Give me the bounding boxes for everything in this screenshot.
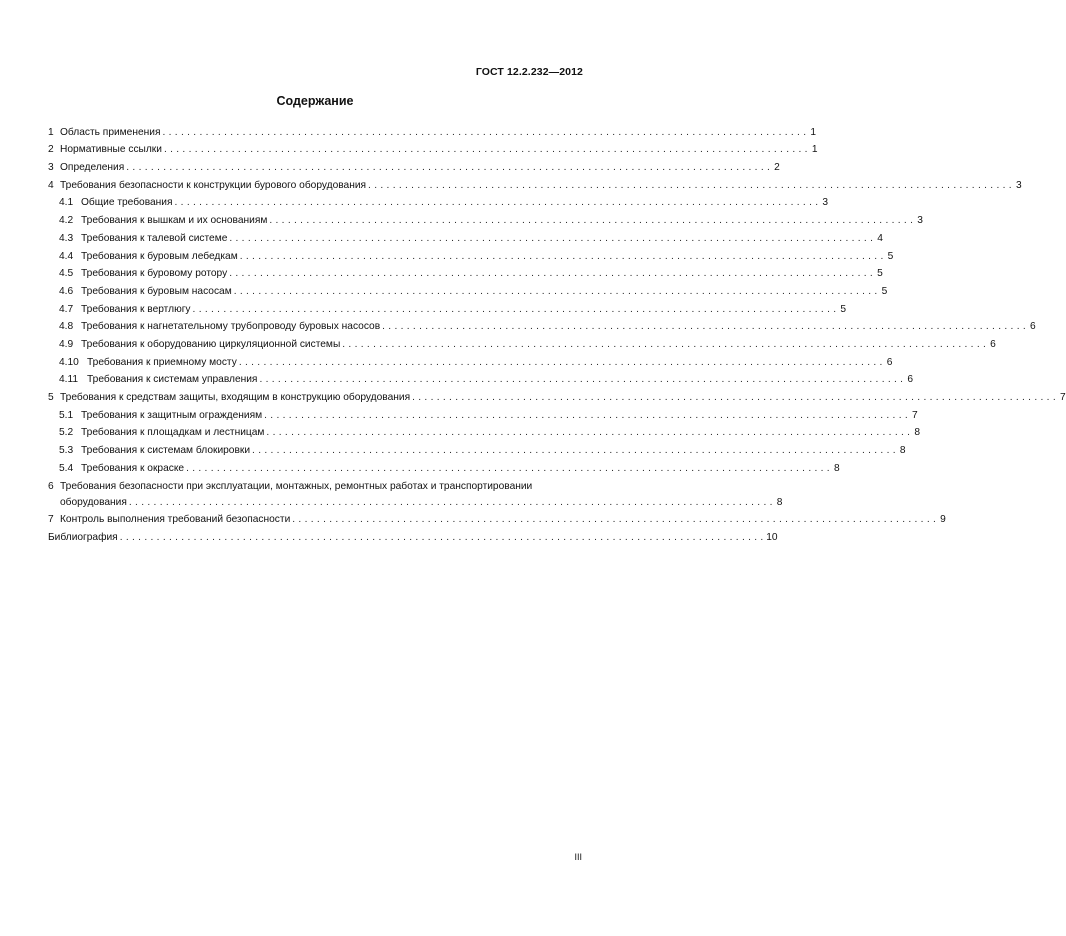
toc-leader-dots <box>234 286 878 298</box>
toc-entry-text: Требования к площадкам и лестницам <box>81 427 265 439</box>
toc-entry[interactable] <box>48 280 888 298</box>
toc-leader-dots <box>368 180 1012 192</box>
toc-leader-dots <box>126 162 770 174</box>
table-of-contents <box>48 121 1066 544</box>
toc-entry-number: 4.7 <box>59 303 74 315</box>
toc-entry-number: 4.9 <box>59 338 74 350</box>
toc-entry-number: 4.2 <box>59 215 74 227</box>
toc-entry-number: 3 <box>48 162 54 174</box>
toc-entry-text: Требования к нагнетательному трубопроводу буровых насосов <box>81 321 381 333</box>
toc-entry[interactable] <box>48 121 817 139</box>
toc-leader-dots <box>193 304 837 316</box>
toc-entry-page: 4 <box>877 232 883 244</box>
toc-entry-number: 4.6 <box>59 285 74 297</box>
toc-entry-number: 7 <box>48 514 54 526</box>
toc-leader-dots <box>240 251 884 263</box>
toc-entry-page: 7 <box>1059 392 1066 403</box>
toc-entry[interactable] <box>48 351 893 369</box>
toc-entry-text: Требования к системам блокировки <box>81 445 251 457</box>
toc-entry-page: 6 <box>1030 321 1036 333</box>
toc-entry-number: 5.2 <box>59 427 74 439</box>
toc-entry-text: Требования к буровым насосам <box>81 285 232 297</box>
toc-entry[interactable] <box>48 439 906 457</box>
toc-entry-number: 4.10 <box>59 356 79 368</box>
toc-leader-dots <box>382 321 1026 333</box>
toc-entry-number: 4.8 <box>59 321 74 333</box>
toc-leader-dots <box>229 268 873 280</box>
toc-entry-text: Требования к окраске <box>81 462 185 474</box>
toc-entry-page: 6 <box>907 374 914 386</box>
toc-entry-text: Требования безопасности при эксплуатации, монтажных, ремонтных работах и транспортировании <box>60 480 533 492</box>
toc-entry-page: 5 <box>877 268 883 280</box>
document-code: ГОСТ 12.2.232—2012 <box>475 66 583 78</box>
toc-entry[interactable] <box>48 245 894 263</box>
toc-entry[interactable] <box>48 298 847 316</box>
toc-entry-page: 1 <box>811 144 818 156</box>
toc-leader-dots <box>342 339 986 351</box>
toc-entry[interactable] <box>48 386 1066 404</box>
toc-entry-number: 4.11 <box>59 374 79 386</box>
toc-entry-number: 5.3 <box>59 445 74 457</box>
toc-title: Содержание <box>276 94 354 108</box>
toc-leader-dots <box>120 532 764 544</box>
toc-entry-text: Требования к приемному мосту <box>87 356 237 368</box>
toc-entry[interactable] <box>48 457 840 475</box>
toc-entry[interactable] <box>48 192 829 210</box>
toc-entry-text: Контроль выполнения требований безопасности <box>60 514 291 526</box>
toc-leader-dots <box>164 144 808 156</box>
toc-entry-text: Область применения <box>60 126 161 138</box>
toc-entry-number: 4.5 <box>59 268 74 280</box>
toc-leader-dots <box>162 127 806 139</box>
toc-leader-dots <box>239 357 883 369</box>
toc-entry-number: 6 <box>48 480 54 492</box>
toc-entry-number: 4.4 <box>59 250 74 262</box>
toc-entry-text: Требования к защитным ограждениям <box>81 409 263 421</box>
toc-entry-text: Требования к вертлюгу <box>81 303 191 315</box>
toc-leader-dots <box>252 445 896 457</box>
toc-entry-number: 4.3 <box>59 232 74 244</box>
toc-entry[interactable] <box>48 174 1022 192</box>
toc-entry-text: Определения <box>60 162 125 174</box>
toc-leader-dots <box>229 233 873 245</box>
toc-leader-dots <box>186 463 830 475</box>
toc-entry[interactable] <box>48 422 920 440</box>
toc-entry-number: 1 <box>48 126 54 138</box>
toc-entry-page: 6 <box>886 356 893 368</box>
toc-entry-text: Требования к буровым лебедкам <box>81 250 238 262</box>
toc-leader-dots <box>292 514 936 526</box>
toc-entry-text: Требования к оборудованию циркуляционной системы <box>81 338 341 350</box>
toc-entry-number: 5.1 <box>59 409 74 421</box>
toc-entry-bibliography[interactable] <box>48 526 778 544</box>
toc-entry[interactable] <box>48 369 914 387</box>
toc-entry-number: 2 <box>48 144 54 156</box>
toc-entry-number: 4 <box>48 179 54 191</box>
toc-entry[interactable] <box>48 316 1036 334</box>
toc-entry-line <box>48 493 783 509</box>
toc-entry-text: Нормативные ссылки <box>60 144 162 156</box>
toc-entry-page: 3 <box>917 215 923 227</box>
toc-entry-page: 6 <box>990 338 996 350</box>
toc-entry-text: Требования к буровому ротору <box>81 268 228 280</box>
toc-entry-page: 2 <box>774 162 780 174</box>
toc-entry-page: 8 <box>776 496 783 508</box>
toc-entry-text: Библиография <box>48 532 118 544</box>
toc-entry-number: 5 <box>48 392 54 403</box>
toc-entry-text: Требования к талевой системе <box>81 232 228 244</box>
toc-leader-dots <box>412 392 1056 404</box>
toc-entry-page: 3 <box>822 197 829 209</box>
toc-entry-text: Требования безопасности к конструкции бурового оборудования <box>60 179 367 191</box>
toc-entry-line <box>48 480 583 493</box>
toc-entry[interactable] <box>48 227 883 245</box>
toc-entry[interactable] <box>48 333 996 351</box>
toc-entry-page: 9 <box>940 514 946 526</box>
page-folio: III <box>574 852 582 862</box>
toc-entry-page: 5 <box>881 285 888 297</box>
toc-entry-text: Общие требования <box>81 197 173 209</box>
toc-entry-page: 5 <box>840 303 847 315</box>
toc-entry-page: 5 <box>887 250 894 262</box>
toc-entry-text: Требования к системам управления <box>87 374 258 386</box>
toc-entry-page: 7 <box>912 409 918 421</box>
toc-entry[interactable] <box>48 263 883 281</box>
toc-entry[interactable] <box>48 404 918 422</box>
toc-entry-page: 8 <box>833 462 840 474</box>
toc-leader-dots <box>129 497 773 509</box>
toc-leader-dots <box>259 374 903 386</box>
toc-entry-page: 10 <box>766 532 778 544</box>
toc-leader-dots <box>269 215 913 227</box>
toc-entry[interactable] <box>48 475 783 509</box>
toc-leader-dots <box>264 410 908 422</box>
toc-entry-page: 8 <box>899 445 906 457</box>
toc-entry-page: 3 <box>1015 179 1022 191</box>
toc-entry[interactable] <box>48 139 818 157</box>
toc-entry[interactable] <box>48 209 923 227</box>
toc-entry[interactable] <box>48 509 946 527</box>
toc-leader-dots <box>266 427 910 439</box>
toc-entry-page: 1 <box>810 126 817 138</box>
toc-entry-text: Требования к средствам защиты, входящим в конструкцию оборудования <box>60 392 411 403</box>
toc-entry-number: 5.4 <box>59 462 74 474</box>
toc-entry-number: 4.1 <box>59 197 74 209</box>
toc-leader-dots <box>175 197 819 209</box>
toc-entry-page: 8 <box>914 427 920 439</box>
toc-entry[interactable] <box>48 156 780 174</box>
toc-entry-text-continued: оборудования <box>60 496 127 508</box>
toc-entry-text: Требования к вышкам и их основаниям <box>81 215 268 227</box>
